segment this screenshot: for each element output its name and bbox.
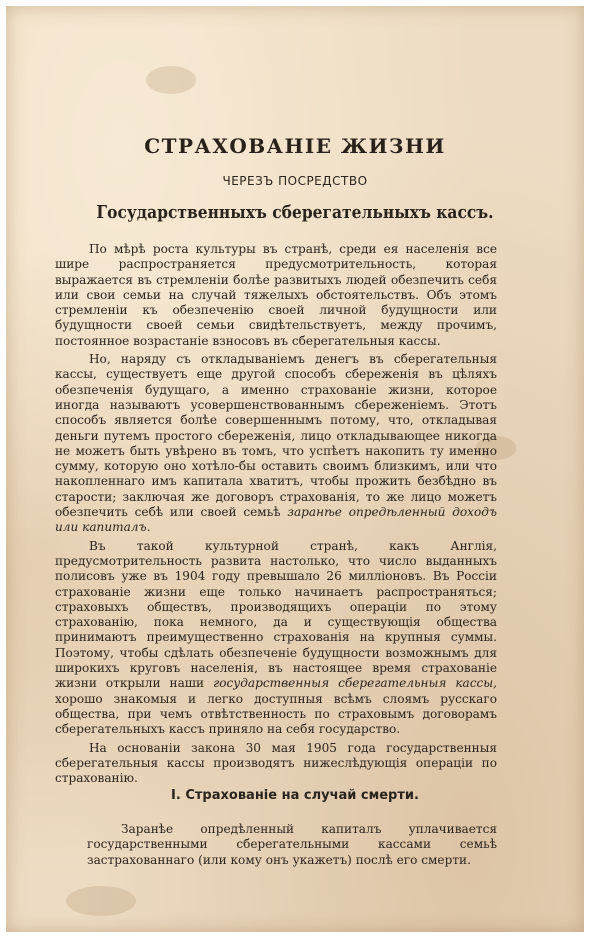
paragraph-4: На основаніи закона 30 мая 1905 года государственныя сберегательныя кассы производятъ нижеслѣдующія операціи по страхованію.	[55, 740, 497, 786]
paragraph-3-emphasis: государственныя сберегательныя кассы,	[213, 676, 498, 691]
section-paragraph: Заранѣе опредѣленный капиталъ уплачивается государственными сберегательными кассами семьѣ застрахованнаго (или кому онъ укажетъ) послѣ его смерти.	[87, 822, 497, 867]
document-heading: Государственныхъ сберегательныхъ кассъ.	[96, 202, 494, 223]
paper-stain	[146, 66, 196, 94]
document-subtitle: ЧЕРЕЗЪ ПОСРЕДСТВО	[222, 174, 368, 188]
document-title: СТРАХОВАНІЕ ЖИЗНИ	[144, 134, 446, 158]
section-title: I. Страхованіе на случай смерти.	[171, 788, 419, 803]
paragraph-2: Но, наряду съ откладываніемъ денегъ въ сберегательныя кассы, существуетъ еще другой способъ сбереженія въ цѣляхъ обезпеченія будущаго, а именно страхованіе жизни, которое иногда называютъ усовершенствованнымъ сбереженіемъ. Этотъ способъ является болѣе совершеннымъ потому, что, откладывая деньги путемъ простого сбереженія, лицо откладывающее никогда не можетъ быть увѣрено въ томъ, что успѣетъ накопить ту именно сумму, которую оно хотѣло-бы оставить своимъ близкимъ, или что накопленнаго имъ капитала хватитъ, чтобы прожить безбѣдно въ старости; заключая же договоръ страхованія, то же лицо можетъ обезпечить себѣ или своей семьѣ заранѣе опредѣленный доходъ или капиталъ.	[55, 352, 497, 535]
paragraph-1: По мѣрѣ роста культуры въ странѣ, среди ея населенія все шире распространяется предусмотрительность, которая выражается въ стремленіи болѣе развитыхъ людей обезпечить себя или свои семьи на случай тяжелыхъ обстоятельствъ. Объ этомъ стремленіи къ обезпеченію своей личной будущности или будущности своей семьи свидѣтельствуетъ, между прочимъ, постоянное возрастаніе взносовъ въ сберегательныя кассы.	[55, 242, 497, 348]
paragraph-3: Въ такой культурной странѣ, какъ Англія, предусмотрительность развита настолько, что число выданныхъ полисовъ уже въ 1904 году превышало 26 милліоновъ. Въ Россіи страхованіе жизни еще только начинаетъ распространяться; страховыхъ обществъ, производящихъ операціи по этому страхованію, пока немного, да и существующія общества принимаютъ преимущественно страхованія на крупныя суммы. Поэтому, чтобы сдѣлать обезпеченіе будущности возможнымъ для широкихъ круговъ населенія, въ настоящее время страхованіе жизни открыли наши государственныя сберегательныя кассы, хорошо знакомыя и легко доступныя всѣмъ слоямъ русскаго общества, при чемъ отвѣтственность по страховымъ договорамъ сберегательныхъ кассъ приняло на себя государство.	[55, 538, 498, 737]
section-body	[87, 822, 497, 868]
paper-stain	[66, 886, 136, 916]
paragraph-2-emphasis: заранѣе опредѣленный доходъ или капиталъ.	[55, 505, 497, 535]
document-body	[55, 242, 497, 786]
document-page	[6, 6, 584, 932]
